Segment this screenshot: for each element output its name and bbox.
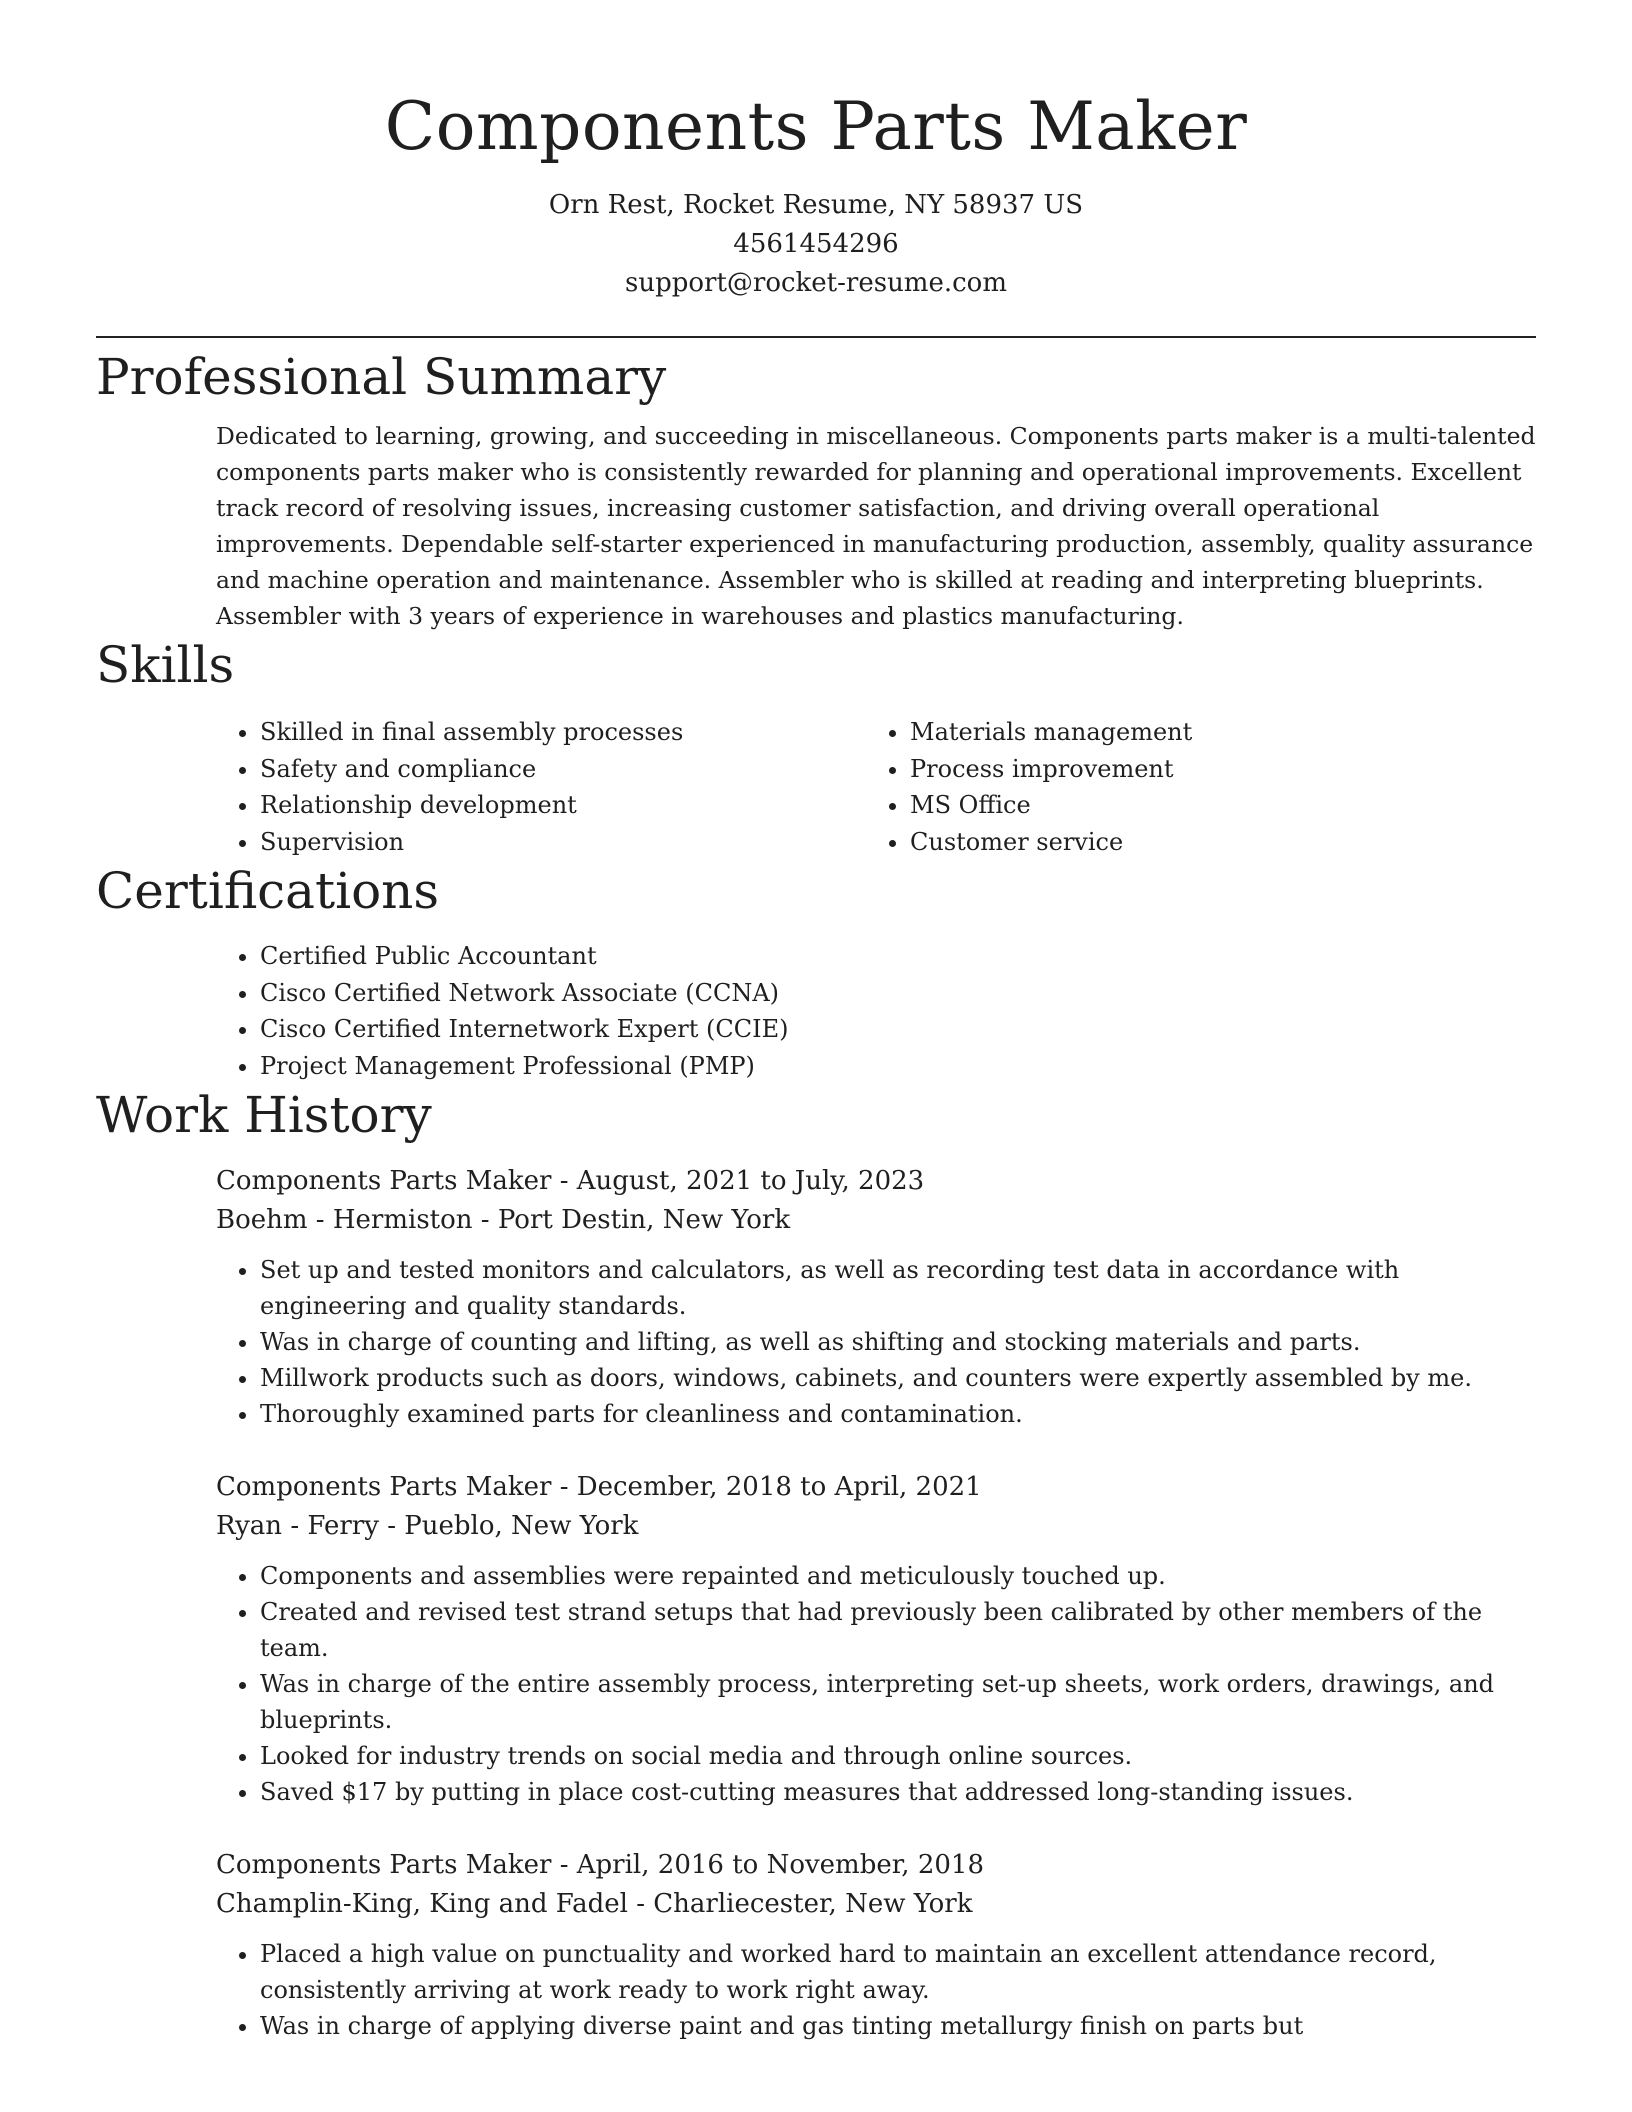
job-dates: April, 2016 to November, 2018 bbox=[576, 1850, 985, 1880]
job-entry bbox=[216, 1162, 1536, 1432]
certification-item: • Certified Public Accountant bbox=[260, 938, 1536, 975]
job-company: Ryan - Ferry bbox=[216, 1511, 379, 1541]
skill-item: • Materials management bbox=[910, 714, 1516, 751]
summary-heading: Professional Summary bbox=[96, 348, 667, 406]
summary-text: Dedicated to learning, growing, and succeeding in miscellaneous. Components parts maker is a multi-talented components parts maker who is consistently rewarded for planning and operational improvements. Excellent track record of resolving issues, increasing customer satisfaction, and driving overall operational improvements. Dependable self-starter experienced in manufacturing production, assembly, quality assurance and machine operation and maintenance. Assembler who is skilled at reading and interpreting blueprints. Assembler with 3 years of experience in warehouses and plastics manufacturing. bbox=[216, 422, 1536, 630]
job-entry bbox=[216, 1468, 1536, 1810]
job-location: Port Destin, New York bbox=[497, 1205, 791, 1235]
skill-item: • Relationship development bbox=[260, 787, 866, 824]
job-company-line bbox=[216, 1507, 1536, 1546]
job-location: Pueblo, New York bbox=[404, 1511, 639, 1541]
job-bullet: • Was in charge of counting and lifting, as well as shifting and stocking materials and parts. bbox=[260, 1324, 1536, 1360]
certification-item: • Cisco Certified Network Associate (CCNA) bbox=[260, 975, 1536, 1012]
job-bullets bbox=[216, 1936, 1536, 2044]
skills-heading: Skills bbox=[96, 636, 235, 694]
job-bullets bbox=[216, 1252, 1536, 1432]
job-title-line bbox=[216, 1468, 1536, 1507]
job-dates: December, 2018 to April, 2021 bbox=[576, 1472, 982, 1502]
job-separator: - bbox=[559, 1850, 577, 1880]
job-title-line bbox=[216, 1846, 1536, 1885]
job-bullet: • Thoroughly examined parts for cleanliness and contamination. bbox=[260, 1396, 1536, 1432]
skill-item: • MS Office bbox=[910, 787, 1516, 824]
job-title: Components Parts Maker bbox=[216, 1472, 552, 1502]
skill-item: • Customer service bbox=[910, 824, 1516, 861]
skill-item: • Supervision bbox=[260, 824, 866, 861]
certifications-heading: Certifications bbox=[96, 862, 440, 920]
work-history-heading: Work History bbox=[96, 1086, 432, 1144]
job-title: Components Parts Maker bbox=[216, 1850, 552, 1880]
resume-page bbox=[96, 0, 1536, 2044]
job-title-line bbox=[216, 1162, 1536, 1201]
job-separator: - bbox=[636, 1889, 654, 1919]
job-company-line bbox=[216, 1885, 1536, 1924]
job-bullets bbox=[216, 1558, 1536, 1810]
job-separator: - bbox=[387, 1511, 405, 1541]
job-bullet: • Placed a high value on punctuality and worked hard to maintain an excellent attendance record, consistently arriving at work ready to work right away. bbox=[260, 1936, 1536, 2008]
contact-address: Orn Rest, Rocket Resume, NY 58937 US bbox=[548, 190, 1084, 220]
job-company: Boehm - Hermiston bbox=[216, 1205, 473, 1235]
job-bullet: • Created and revised test strand setups that had previously been calibrated by other members of the team. bbox=[260, 1594, 1536, 1666]
job-bullet: • Looked for industry trends on social media and through online sources. bbox=[260, 1738, 1536, 1774]
resume-name: Components Parts Maker bbox=[384, 88, 1248, 165]
job-company: Champlin-King, King and Fadel bbox=[216, 1889, 628, 1919]
contact-email: support@rocket-resume.com bbox=[624, 268, 1007, 298]
skill-item: • Process improvement bbox=[910, 751, 1516, 788]
job-separator: - bbox=[559, 1472, 577, 1502]
job-bullet: • Set up and tested monitors and calculators, as well as recording test data in accordance with engineering and quality standards. bbox=[260, 1252, 1536, 1324]
certification-item: • Project Management Professional (PMP) bbox=[260, 1048, 1536, 1085]
job-entry bbox=[216, 1846, 1536, 2044]
job-title: Components Parts Maker bbox=[216, 1166, 552, 1196]
skills-column-left bbox=[216, 714, 866, 860]
job-location: Charliecester, New York bbox=[653, 1889, 973, 1919]
contact-phone: 4561454296 bbox=[733, 229, 899, 259]
job-bullet: • Saved $17 by putting in place cost-cutting measures that addressed long-standing issues. bbox=[260, 1774, 1536, 1810]
header-divider bbox=[96, 336, 1536, 338]
skill-item: • Safety and compliance bbox=[260, 751, 866, 788]
job-bullet: • Millwork products such as doors, windows, cabinets, and counters were expertly assembled by me. bbox=[260, 1360, 1536, 1396]
skills-list bbox=[216, 714, 1536, 860]
job-bullet: • Was in charge of the entire assembly process, interpreting set-up sheets, work orders, drawings, and blueprints. bbox=[260, 1666, 1536, 1738]
certification-item: • Cisco Certified Internetwork Expert (CCIE) bbox=[260, 1011, 1536, 1048]
skills-column-right bbox=[866, 714, 1516, 860]
job-bullet: • Was in charge of applying diverse paint and gas tinting metallurgy finish on parts but bbox=[260, 2008, 1536, 2044]
job-dates: August, 2021 to July, 2023 bbox=[576, 1166, 925, 1196]
certifications-list bbox=[216, 938, 1536, 1084]
job-separator: - bbox=[559, 1166, 577, 1196]
job-bullet: • Components and assemblies were repainted and meticulously touched up. bbox=[260, 1558, 1536, 1594]
contact-block bbox=[96, 186, 1536, 303]
skill-item: • Skilled in final assembly processes bbox=[260, 714, 866, 751]
job-company-line bbox=[216, 1201, 1536, 1240]
job-separator: - bbox=[480, 1205, 498, 1235]
